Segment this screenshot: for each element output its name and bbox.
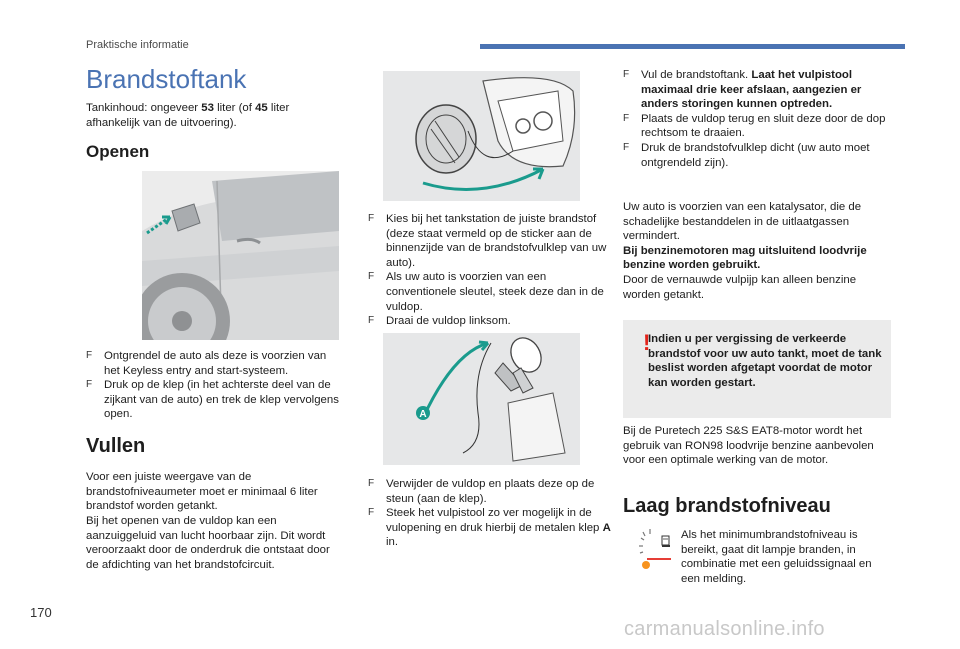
list-item: F Ontgrendel de auto als deze is voorzien van het Keyless entry and start-systeem. [86, 349, 344, 378]
nozzle-illustration [383, 333, 580, 465]
list-item: F Vul de brandstoftank. Laat het vulpistool maximaal drie keer afslaan, aangezien er anders storingen kunnen optreden. [623, 68, 893, 112]
vullen-paragraph-1: Voor een juiste weergave van de brandstofniveaumeter moet er minimaal 6 liter brandstof worden getankt. [86, 471, 318, 513]
middle-steps-b [368, 477, 618, 550]
list-item: F Steek het vulpistool zo ver mogelijk in de vulopening en druk hierbij de metalen klep A in. [368, 506, 618, 550]
list-item: F Druk de brandstofvulklep dicht (uw auto moet ontgrendeld zijn). [623, 141, 893, 170]
right-steps [623, 68, 893, 170]
list-item: F Als uw auto is voorzien van een conventionele sleutel, steek deze dan in de vuldop. [368, 270, 618, 314]
capacity-text: Tankinhoud: ongeveer 53 liter (of 45 liter afhankelijk van de uitvoering). [86, 102, 290, 129]
vullen-paragraph-2: Bij het openen van de vuldop kan een aanzuiggeluid van lucht hoorbaar zijn. Dit wordt veroorzaakt door de onderdruk die ontstaat door de afdichting van het brandstofcircuit. [86, 515, 330, 571]
heading-openen: Openen [86, 142, 150, 161]
catalyst-text: Uw auto is voorzien van een katalysator, die de schadelijke bestanddelen in de uitlaatgassen vermindert. Bij benzinemotoren mag uitsluitend loodvrije benzine worden gebruikt. Door de vernauwde vulpijp kan alleen benzine worden getankt. [623, 201, 867, 301]
warning-box [623, 320, 891, 418]
puretech-text: Bij de Puretech 225 S&S EAT8-motor wordt het gebruik van RON98 loodvrije benzine aanbevolen voor een optimale werking van de motor. [623, 425, 874, 467]
page-number: 170 [30, 605, 52, 620]
heading-laag-brandstofniveau: Laag brandstofniveau [623, 495, 831, 517]
car-fuel-flap-illustration [142, 171, 339, 340]
openen-steps [86, 349, 344, 422]
section-label: Praktische informatie [86, 39, 189, 51]
warning-icon: ! [643, 330, 651, 355]
watermark: carmanualsonline.info [624, 618, 825, 640]
list-item: F Draai de vuldop linksom. [368, 314, 618, 329]
list-item: F Verwijder de vuldop en plaats deze op de steun (aan de klep). [368, 477, 618, 506]
list-item: F Plaats de vuldop terug en sluit deze door de dop rechtsom te draaien. [623, 112, 893, 141]
fuel-cap-illustration [383, 71, 580, 201]
heading-vullen: Vullen [86, 435, 146, 457]
list-item: F Kies bij het tankstation de juiste brandstof (deze staat vermeld op de sticker aan de binnenzijde van de brandstofvulklep van uw auto). [368, 212, 618, 270]
label-a: A [419, 409, 427, 420]
low-fuel-text: Als het minimumbrandstofniveau is bereikt, gaat dit lampje branden, in combinatie met een geluidssignaal en een melding. [681, 529, 872, 585]
header-bar [480, 44, 905, 49]
middle-steps-a [368, 212, 618, 329]
page-title: Brandstoftank [86, 64, 247, 94]
low-fuel-warning-lamp-icon [637, 528, 673, 572]
list-item: F Druk op de klep (in het achterste deel van de zijkant van de auto) en trek de klep vervolgens open. [86, 378, 344, 422]
warning-text: Indien u per vergissing de verkeerde brandstof voor uw auto tankt, moet de tank beslist worden afgetapt voordat de motor kan worden gestart. [648, 333, 882, 389]
